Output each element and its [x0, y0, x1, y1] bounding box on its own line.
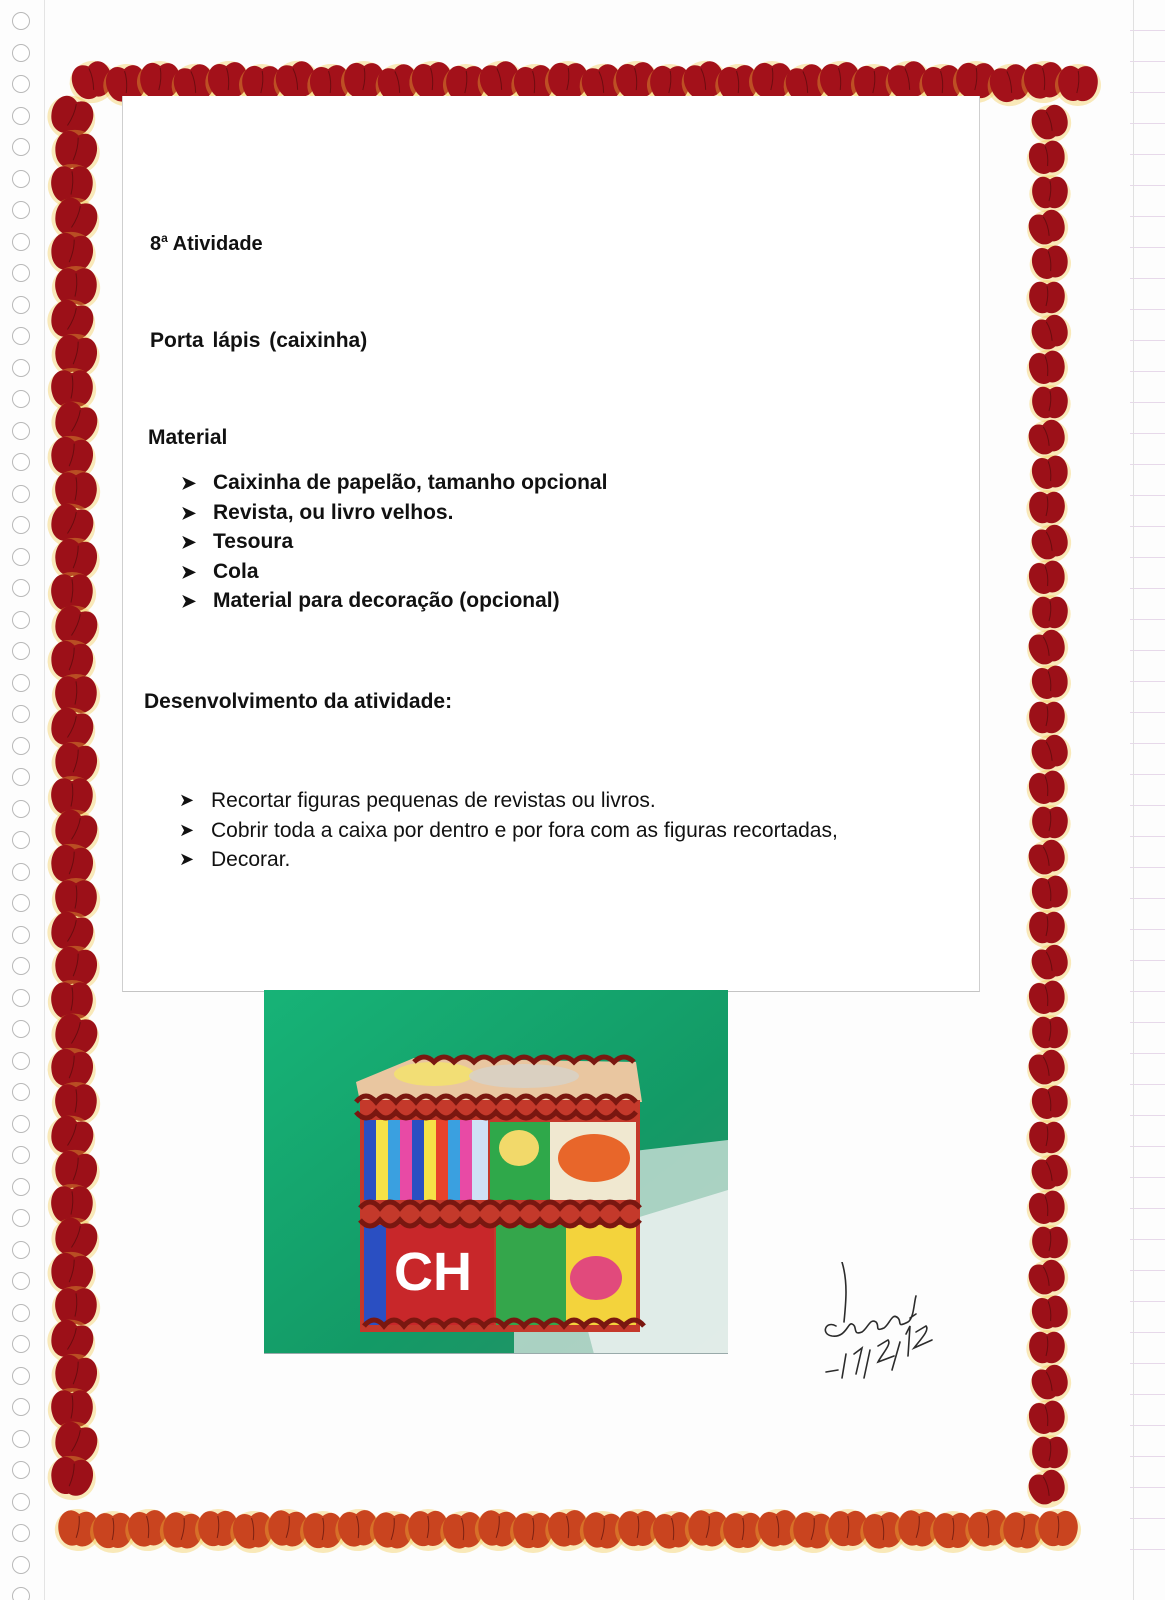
- list-item: ➤ Recortar figuras pequenas de revistas ou livros.: [179, 786, 838, 816]
- list-item: ➤ Decorar.: [179, 845, 838, 875]
- apple-icon: [1026, 490, 1067, 528]
- handwritten-signature: [818, 1262, 968, 1397]
- apple-icon: [1022, 1464, 1074, 1514]
- arrow-bullet-icon: ➤: [179, 790, 195, 810]
- apple-icon: [1024, 557, 1071, 601]
- apple-icon: [1026, 700, 1067, 738]
- list-item: ➤ Cola: [181, 557, 607, 587]
- apple-icon: [1027, 452, 1074, 496]
- apple-icon: [1024, 137, 1071, 181]
- apple-icon: [1026, 280, 1067, 318]
- list-item: ➤ Tesoura: [181, 527, 607, 557]
- project-title: Porta lápis (caixinha): [150, 329, 368, 352]
- apple-icon: [1024, 1397, 1071, 1441]
- arrow-bullet-icon: ➤: [181, 532, 197, 552]
- svg-text:CH: CH: [394, 1242, 472, 1302]
- apple-icon: [1029, 175, 1070, 213]
- arrow-bullet-icon: ➤: [181, 591, 197, 611]
- box-photo: [264, 990, 728, 1354]
- apple-icon: [1026, 910, 1067, 948]
- activity-title: 8$^a$ Atividade: [150, 231, 263, 255]
- arrow-bullet-icon: ➤: [179, 819, 195, 840]
- apple-icon: [1035, 1509, 1082, 1552]
- material-heading: Material: [148, 426, 228, 449]
- steps-list: [179, 786, 838, 875]
- apple-icon: [1024, 347, 1071, 391]
- apple-icon: [1027, 242, 1074, 286]
- apple-icon: [1029, 1225, 1070, 1263]
- apple-icon: [1029, 1435, 1070, 1473]
- apple-icon: [1029, 385, 1070, 423]
- activity-sheet: [122, 96, 980, 992]
- apple-icon: [1024, 767, 1071, 811]
- apple-icon: [1026, 1120, 1067, 1158]
- material-list: [181, 468, 607, 616]
- list-item: ➤ Caixinha de papelão, tamanho opcional: [181, 468, 607, 498]
- apple-icon: [1024, 1187, 1071, 1231]
- arrow-bullet-icon: ➤: [181, 502, 197, 523]
- apple-icon: [1029, 1015, 1070, 1053]
- development-heading: Desenvolvimento da atividade:: [144, 690, 453, 713]
- apple-icon: [1026, 1330, 1067, 1368]
- apple-icon: [1024, 977, 1071, 1021]
- list-item: ➤ Cobrir toda a caixa por dentro e por fora com as figuras recortadas,: [179, 816, 838, 846]
- arrow-bullet-icon: ➤: [179, 849, 195, 869]
- apple-icon: [1029, 805, 1070, 843]
- arrow-bullet-icon: ➤: [181, 561, 197, 582]
- apple-icon: [1027, 1082, 1074, 1126]
- list-item: ➤ Material para decoração (opcional): [181, 586, 607, 616]
- list-item: ➤ Revista, ou livro velhos.: [181, 498, 607, 528]
- apple-icon: [1027, 662, 1074, 706]
- arrow-bullet-icon: ➤: [181, 473, 197, 493]
- apple-icon: [1027, 872, 1074, 916]
- apple-icon: [1027, 1292, 1074, 1336]
- apple-icon: [1029, 595, 1070, 633]
